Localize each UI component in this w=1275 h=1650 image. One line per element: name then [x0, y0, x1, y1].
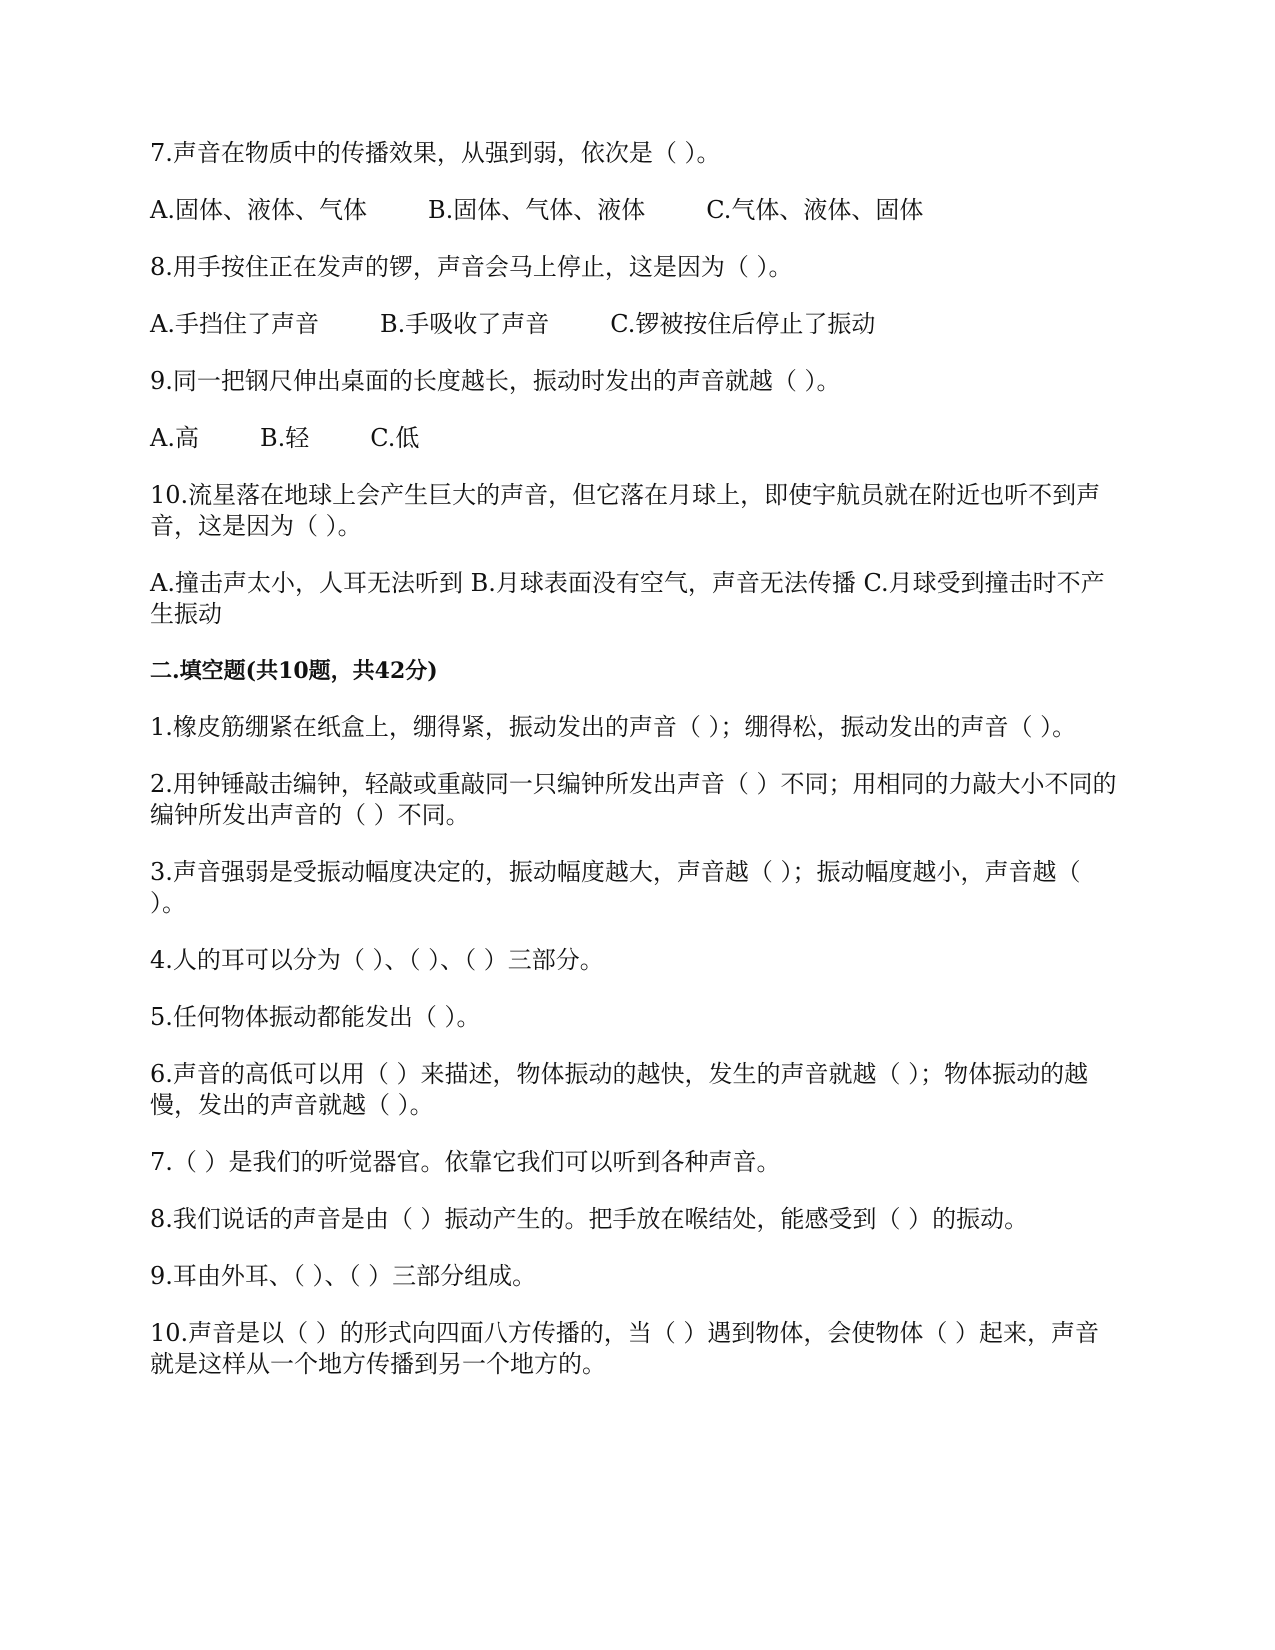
fill-question-4: 4.人的耳可以分为（ ）、（ ）、（ ）三部分。: [150, 946, 604, 974]
mc-question-8-stem: 8.用手按住正在发声的锣，声音会马上停止，这是因为（ ）。: [150, 253, 793, 281]
fill-question-10: 10.声音是以（ ）的形式向四面八方传播的，当（ ）遇到物体，会使物体（ ）起来，声音就是这样从一个地方传播到另一个地方的。: [150, 1319, 1100, 1378]
mc-question-10-options: A.撞击声太小，人耳无法听到 B.月球表面没有空气，声音无法传播 C.月球受到撞击时不产生振动: [150, 569, 1105, 628]
mc-question-10-stem: 10.流星落在地球上会产生巨大的声音，但它落在月球上，即使宇航员就在附近也听不到声音，这是因为（ ）。: [150, 481, 1101, 540]
fill-question-6: 6.声音的高低可以用（ ）来描述，物体振动的越快，发生的声音就越（ ）；物体振动的越慢，发出的声音就越（ ）。: [150, 1060, 1089, 1119]
mc-question-7-options: A.固体、液体、气体 B.固体、气体、液体 C.气体、液体、固体: [150, 196, 924, 224]
fill-question-7: 7.（ ）是我们的听觉器官。依靠它我们可以听到各种声音。: [150, 1148, 781, 1176]
mc-question-7-stem: 7.声音在物质中的传播效果，从强到弱，依次是（ ）。: [150, 139, 721, 167]
fill-question-9: 9.耳由外耳、（ ）、（ ）三部分组成。: [150, 1262, 537, 1290]
mc-question-9-stem: 9.同一把钢尺伸出桌面的长度越长，振动时发出的声音就越（ ）。: [150, 367, 841, 395]
fill-question-3: 3.声音强弱是受振动幅度决定的，振动幅度越大，声音越（ ）；振动幅度越小，声音越（ ）。: [150, 858, 1081, 917]
fill-question-8: 8.我们说话的声音是由（ ）振动产生的。把手放在喉结处，能感受到（ ）的振动。: [150, 1205, 1029, 1233]
fill-question-1: 1.橡皮筋绷紧在纸盒上，绷得紧，振动发出的声音（ ）；绷得松，振动发出的声音（ ）。: [150, 713, 1077, 741]
mc-question-9-options: A.高 B.轻 C.低: [150, 424, 420, 452]
fill-question-2: 2.用钟锤敲击编钟，轻敲或重敲同一只编钟所发出声音（ ）不同；用相同的力敲大小不同的编钟所发出声音的（ ）不同。: [150, 770, 1117, 829]
mc-question-8-options: A.手挡住了声音 B.手吸收了声音 C.锣被按住后停止了振动: [150, 310, 876, 338]
section-title-fill-in: 二.填空题(共10题，共42分): [150, 658, 438, 684]
page-content: [150, 138, 1122, 1406]
fill-question-5: 5.任何物体振动都能发出（ ）。: [150, 1003, 481, 1031]
